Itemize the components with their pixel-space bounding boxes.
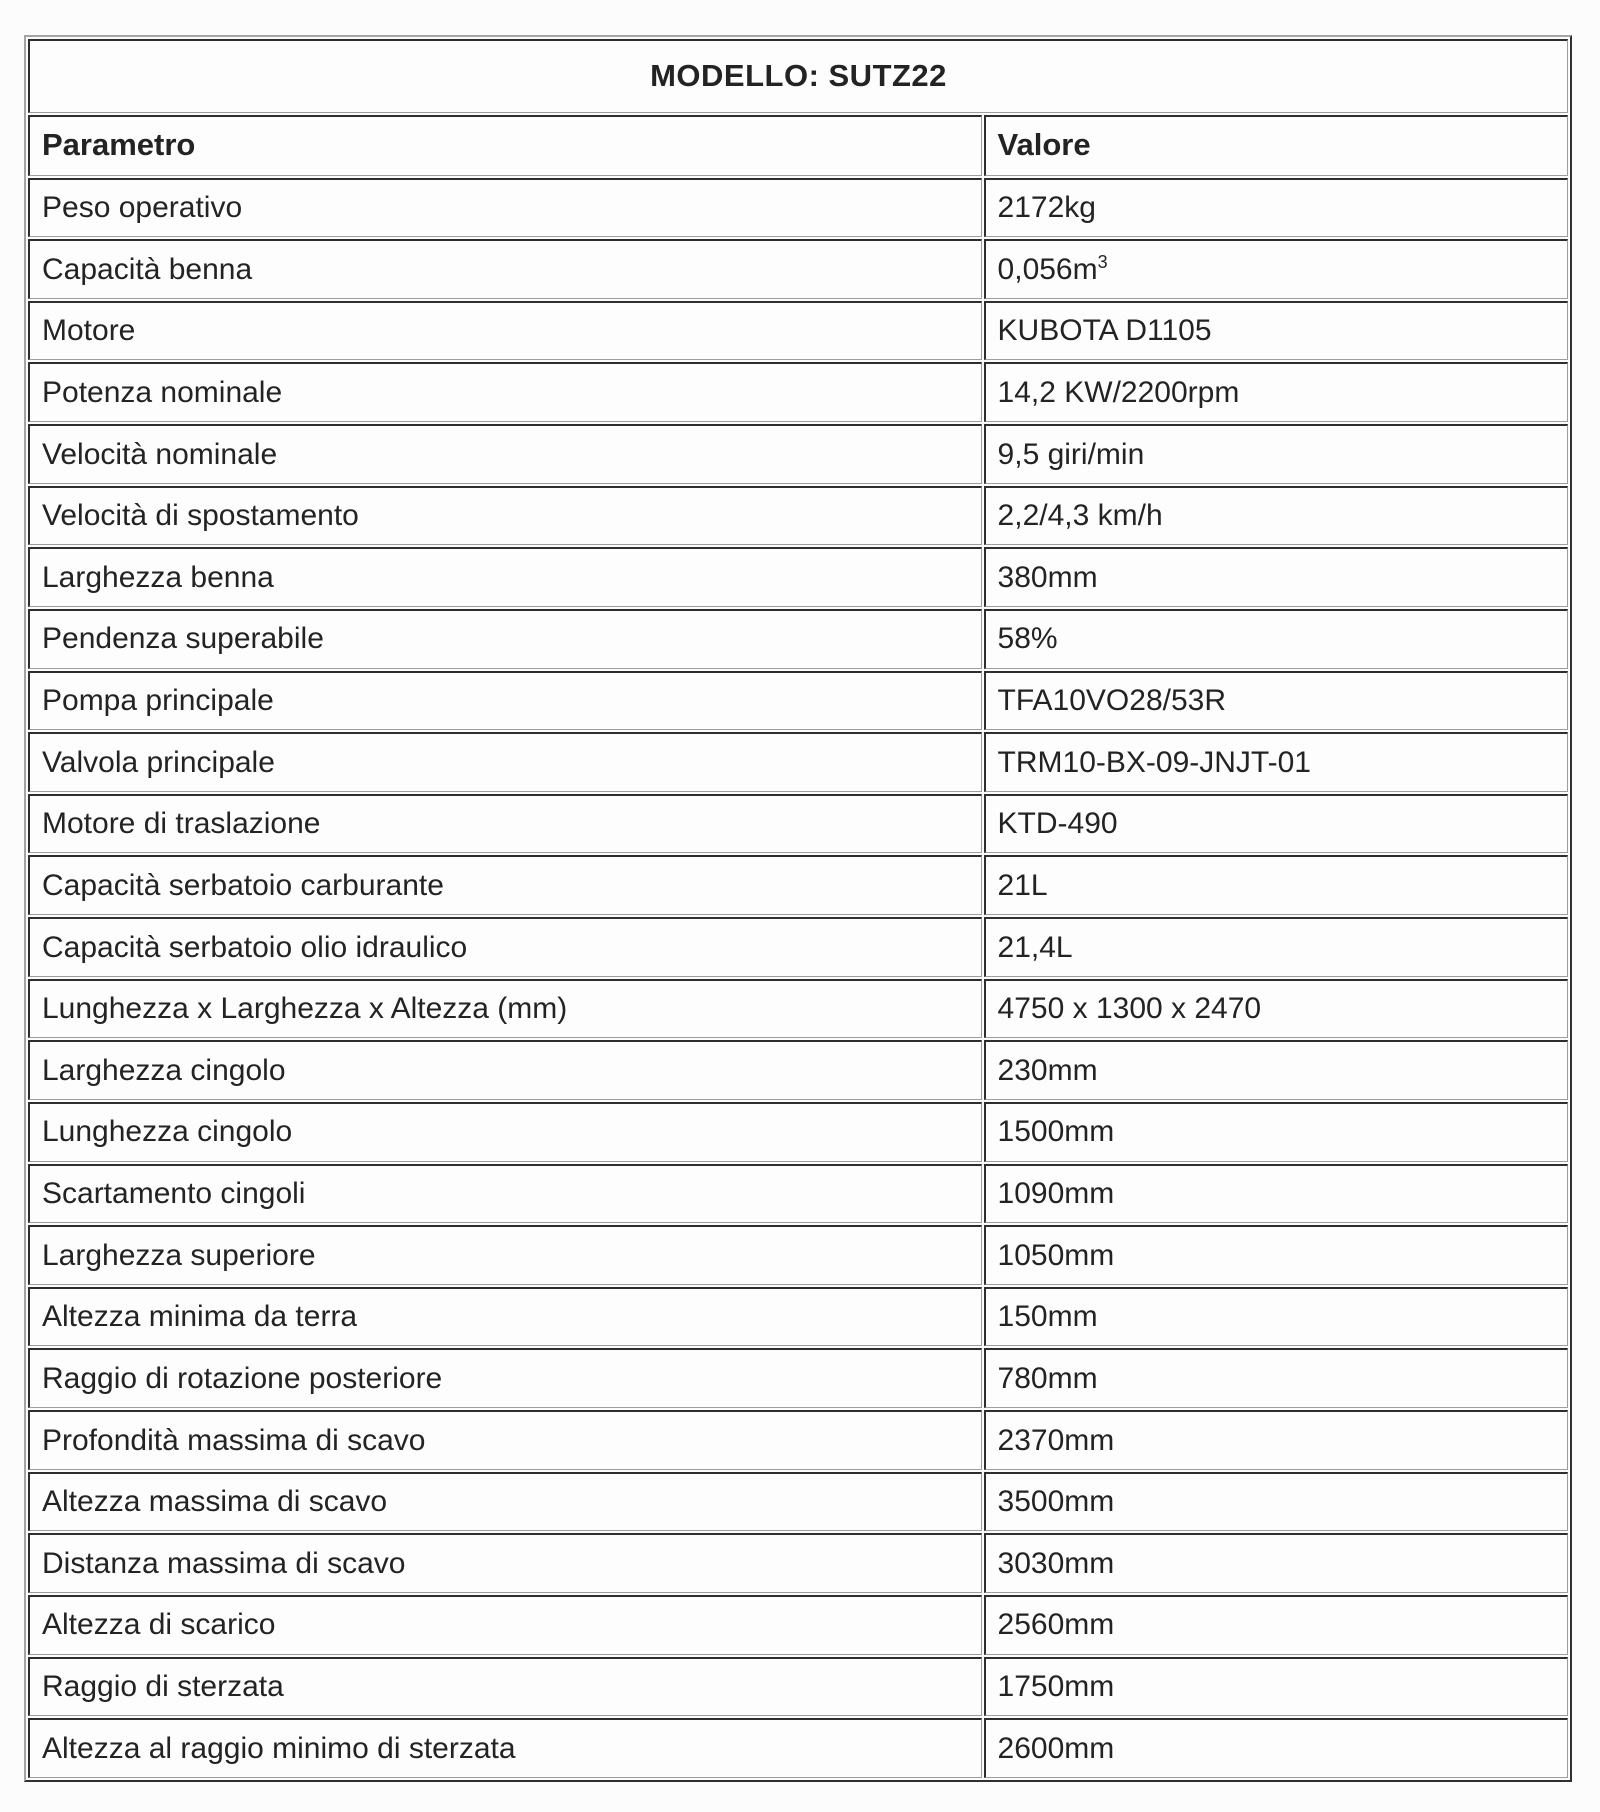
table-row [28,1533,1568,1593]
param-cell: Pendenza superabile [28,609,982,669]
param-cell: Lunghezza cingolo [28,1102,982,1162]
value-cell: 21,4L [984,917,1568,977]
table-row [28,917,1568,977]
table-row [28,979,1568,1039]
param-cell: Altezza massima di scavo [28,1472,982,1532]
table-row [28,609,1568,669]
param-cell: Altezza minima da terra [28,1287,982,1347]
value-cell: KUBOTA D1105 [984,301,1568,361]
param-cell: Distanza massima di scavo [28,1533,982,1593]
column-header-parametro: Parametro [28,115,982,176]
value-cell: 780mm [984,1348,1568,1408]
table-row [28,1718,1568,1778]
table-row [28,486,1568,546]
value-cell: 1500mm [984,1102,1568,1162]
spec-table-body [28,39,1568,1778]
value-cell: 2600mm [984,1718,1568,1778]
param-cell: Larghezza cingolo [28,1040,982,1100]
value-cell: 9,5 giri/min [984,424,1568,484]
param-cell: Motore [28,301,982,361]
table-row [28,732,1568,792]
param-cell: Raggio di sterzata [28,1657,982,1717]
superscript: 3 [1097,251,1108,272]
value-cell: 2,2/4,3 km/h [984,486,1568,546]
table-row [28,1410,1568,1470]
value-cell: 380mm [984,547,1568,607]
value-cell: TRM10-BX-09-JNJT-01 [984,732,1568,792]
value-cell: 3030mm [984,1533,1568,1593]
table-row [28,794,1568,854]
value-cell: 1090mm [984,1164,1568,1224]
param-cell: Altezza al raggio minimo di sterzata [28,1718,982,1778]
param-cell: Profondità massima di scavo [28,1410,982,1470]
table-row [28,1657,1568,1717]
param-cell: Peso operativo [28,178,982,238]
param-cell: Potenza nominale [28,362,982,422]
param-cell: Capacità serbatoio carburante [28,855,982,915]
table-row [28,1348,1568,1408]
param-cell: Pompa principale [28,671,982,731]
table-row [28,301,1568,361]
param-cell: Altezza di scarico [28,1595,982,1655]
param-cell: Velocità di spostamento [28,486,982,546]
param-cell: Velocità nominale [28,424,982,484]
value-cell: 3500mm [984,1472,1568,1532]
table-row [28,178,1568,238]
table-row [28,1102,1568,1162]
param-cell: Motore di traslazione [28,794,982,854]
value-cell: $0,056m^3$ [984,239,1568,299]
value-cell: 150mm [984,1287,1568,1347]
column-header-valore: Valore [984,115,1568,176]
value-cell: 2370mm [984,1410,1568,1470]
table-row [28,547,1568,607]
table-header-row [28,115,1568,176]
table-row [28,1040,1568,1100]
value-cell: 2560mm [984,1595,1568,1655]
value-cell: KTD-490 [984,794,1568,854]
table-title: MODELLO: SUTZ22 [28,39,1568,113]
param-cell: Capacità benna [28,239,982,299]
param-cell: Larghezza benna [28,547,982,607]
param-cell: Capacità serbatoio olio idraulico [28,917,982,977]
spec-table [24,35,1572,1782]
table-row [28,671,1568,731]
value-cell: TFA10VO28/53R [984,671,1568,731]
value-cell: 1750mm [984,1657,1568,1717]
value-cell: 14,2 KW/2200rpm [984,362,1568,422]
value-cell: 230mm [984,1040,1568,1100]
table-row [28,1164,1568,1224]
table-row [28,424,1568,484]
param-cell: Lunghezza x Larghezza x Altezza (mm) [28,979,982,1039]
value-cell: 2172kg [984,178,1568,238]
table-row [28,362,1568,422]
value-cell: 4750 x 1300 x 2470 [984,979,1568,1039]
table-row [28,1287,1568,1347]
param-cell: Scartamento cingoli [28,1164,982,1224]
param-cell: Valvola principale [28,732,982,792]
value-cell: 21L [984,855,1568,915]
table-row [28,855,1568,915]
table-row [28,1472,1568,1532]
table-title-row [28,39,1568,113]
value-cell: 1050mm [984,1225,1568,1285]
table-row [28,1595,1568,1655]
table-row [28,239,1568,299]
param-cell: Larghezza superiore [28,1225,982,1285]
value-cell: 58% [984,609,1568,669]
param-cell: Raggio di rotazione posteriore [28,1348,982,1408]
table-row [28,1225,1568,1285]
